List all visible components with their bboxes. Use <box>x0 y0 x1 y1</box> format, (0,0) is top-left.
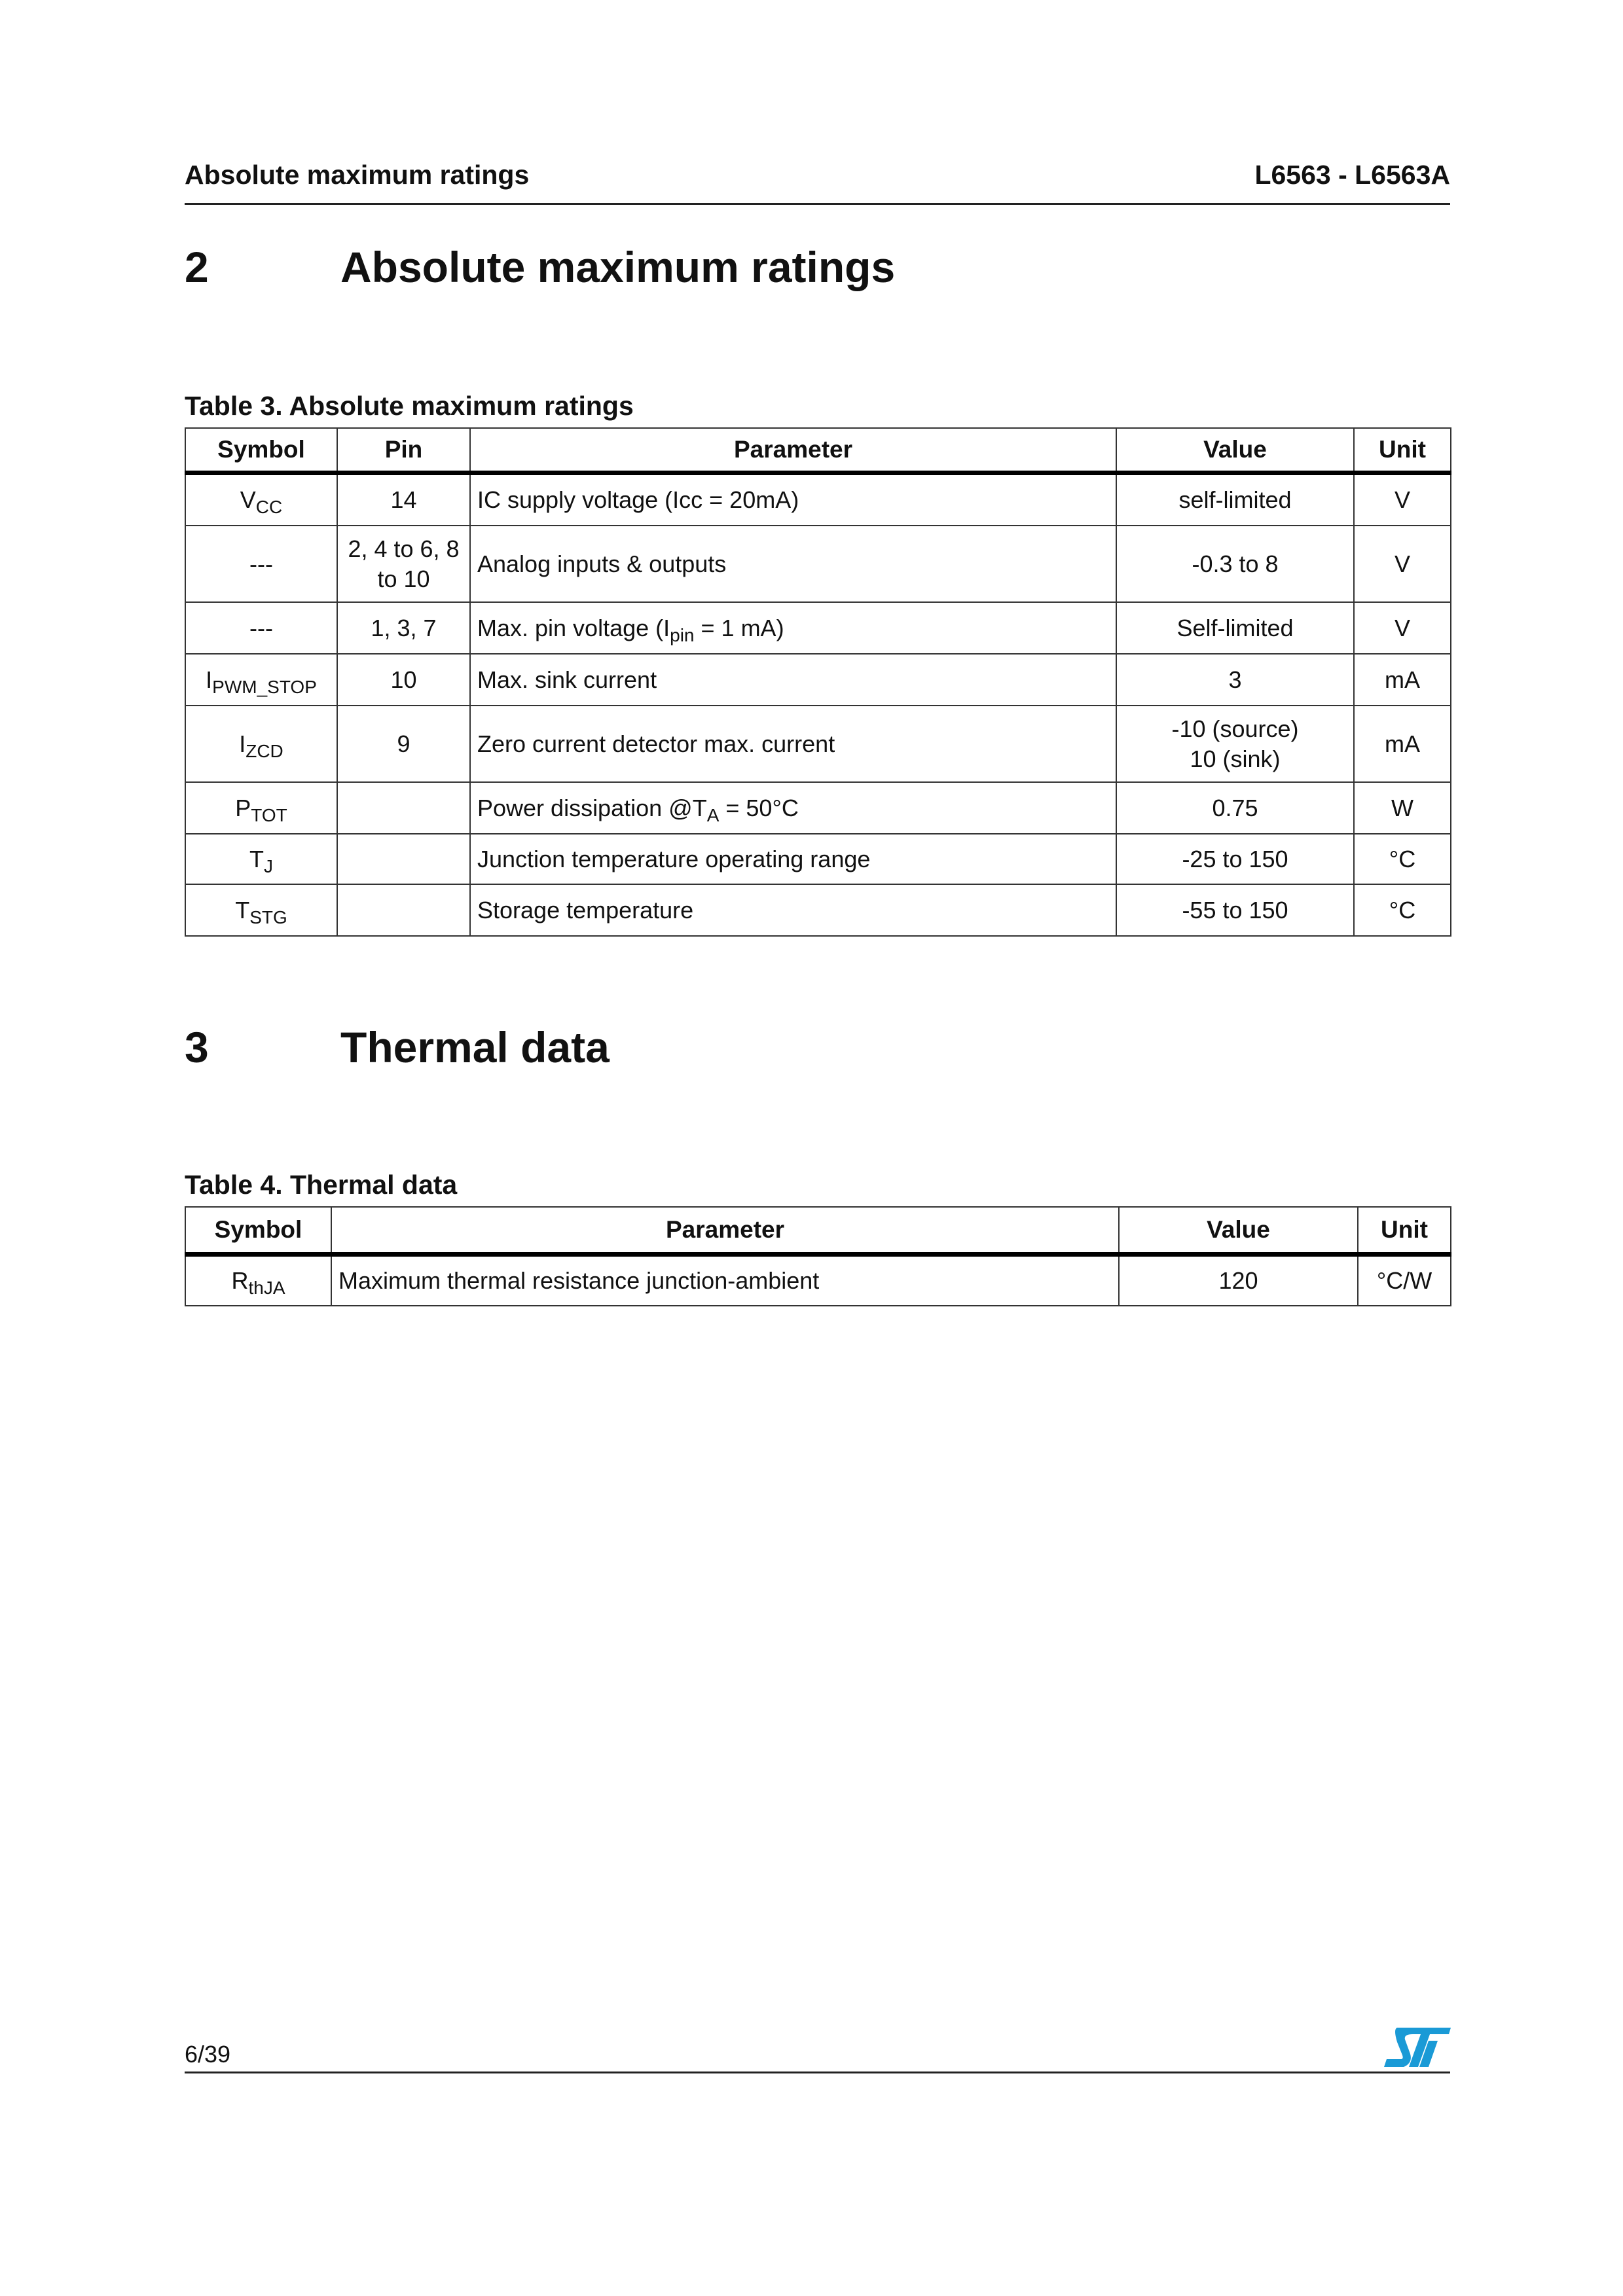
symbol-cell: --- <box>185 602 337 654</box>
table-row <box>185 706 1451 782</box>
running-header-part-number: L6563 - L6563A <box>1254 160 1450 190</box>
symbol-cell: $I_{PWM\_STOP}$ <box>185 654 337 706</box>
symbol-cell: $T_J$ <box>185 834 337 884</box>
value-cell: 120 <box>1119 1254 1358 1306</box>
column-header: Unit <box>1358 1207 1451 1254</box>
pin-cell <box>337 884 470 936</box>
column-header: Pin <box>337 428 470 473</box>
footer-rule <box>185 2072 1450 2073</box>
pin-cell: 2, 4 to 6, 8 to 10 <box>337 526 470 602</box>
table-caption: Table 3. Absolute maximum ratings <box>185 391 634 421</box>
symbol-cell: $R_{thJA}$ <box>185 1254 331 1306</box>
pin-cell <box>337 834 470 884</box>
table-row <box>185 654 1451 706</box>
unit-cell: V <box>1354 602 1451 654</box>
parameter-cell: Max. pin voltage ($I_{pin} = 1$ mA) <box>470 602 1116 654</box>
pin-cell <box>337 782 470 834</box>
unit-cell: V <box>1354 473 1451 526</box>
absolute-maximum-ratings-table <box>185 427 1451 937</box>
parameter-cell: Zero current detector max. current <box>470 706 1116 782</box>
parameter-cell: Junction temperature operating range <box>470 834 1116 884</box>
section-number: 3 <box>185 1023 209 1071</box>
column-header: Value <box>1119 1207 1358 1254</box>
table-caption: Table 4. Thermal data <box>185 1170 458 1200</box>
page-number: 6/39 <box>185 2041 231 2068</box>
unit-cell: mA <box>1354 706 1451 782</box>
symbol-cell: $T_{STG}$ <box>185 884 337 936</box>
parameter-cell: Max. sink current <box>470 654 1116 706</box>
table-row <box>185 834 1451 884</box>
section-title: Absolute maximum ratings <box>340 243 896 291</box>
thermal-data-table <box>185 1206 1451 1306</box>
value-cell: 3 <box>1116 654 1354 706</box>
st-logo-icon <box>1384 2026 1452 2068</box>
column-header: Parameter <box>331 1207 1119 1254</box>
value-cell: -25 to 150 <box>1116 834 1354 884</box>
section-number: 2 <box>185 243 209 291</box>
section-title: Thermal data <box>340 1023 610 1071</box>
value-cell: 0.75 <box>1116 782 1354 834</box>
pin-cell: 14 <box>337 473 470 526</box>
column-header: Parameter <box>470 428 1116 473</box>
table-row <box>185 1254 1451 1306</box>
value-cell: Self-limited <box>1116 602 1354 654</box>
pin-cell: 10 <box>337 654 470 706</box>
header-rule <box>185 203 1450 205</box>
parameter-cell: Maximum thermal resistance junction-ambient <box>331 1254 1119 1306</box>
value-cell: self-limited <box>1116 473 1354 526</box>
value-cell: -55 to 150 <box>1116 884 1354 936</box>
unit-cell: °C <box>1354 834 1451 884</box>
table-row <box>185 782 1451 834</box>
symbol-cell: $P_{TOT}$ <box>185 782 337 834</box>
column-header: Symbol <box>185 1207 331 1254</box>
symbol-cell: $I_{ZCD}$ <box>185 706 337 782</box>
unit-cell: °C/W <box>1358 1254 1451 1306</box>
parameter-cell: IC supply voltage (Icc = 20mA) <box>470 473 1116 526</box>
parameter-cell: Analog inputs & outputs <box>470 526 1116 602</box>
column-header: Symbol <box>185 428 337 473</box>
pin-cell: 9 <box>337 706 470 782</box>
symbol-cell: $V_{CC}$ <box>185 473 337 526</box>
table-row <box>185 884 1451 936</box>
pin-cell: 1, 3, 7 <box>337 602 470 654</box>
unit-cell: W <box>1354 782 1451 834</box>
value-cell: -0.3 to 8 <box>1116 526 1354 602</box>
column-header: Unit <box>1354 428 1451 473</box>
unit-cell: mA <box>1354 654 1451 706</box>
column-header: Value <box>1116 428 1354 473</box>
table-row <box>185 473 1451 526</box>
parameter-cell: Power dissipation $@T_A = 50^\circ C$ <box>470 782 1116 834</box>
symbol-cell: --- <box>185 526 337 602</box>
parameter-cell: Storage temperature <box>470 884 1116 936</box>
table-row <box>185 602 1451 654</box>
unit-cell: °C <box>1354 884 1451 936</box>
unit-cell: V <box>1354 526 1451 602</box>
running-header-title: Absolute maximum ratings <box>185 160 530 190</box>
value-cell: -10 (source) 10 (sink) <box>1116 706 1354 782</box>
table-row <box>185 526 1451 602</box>
